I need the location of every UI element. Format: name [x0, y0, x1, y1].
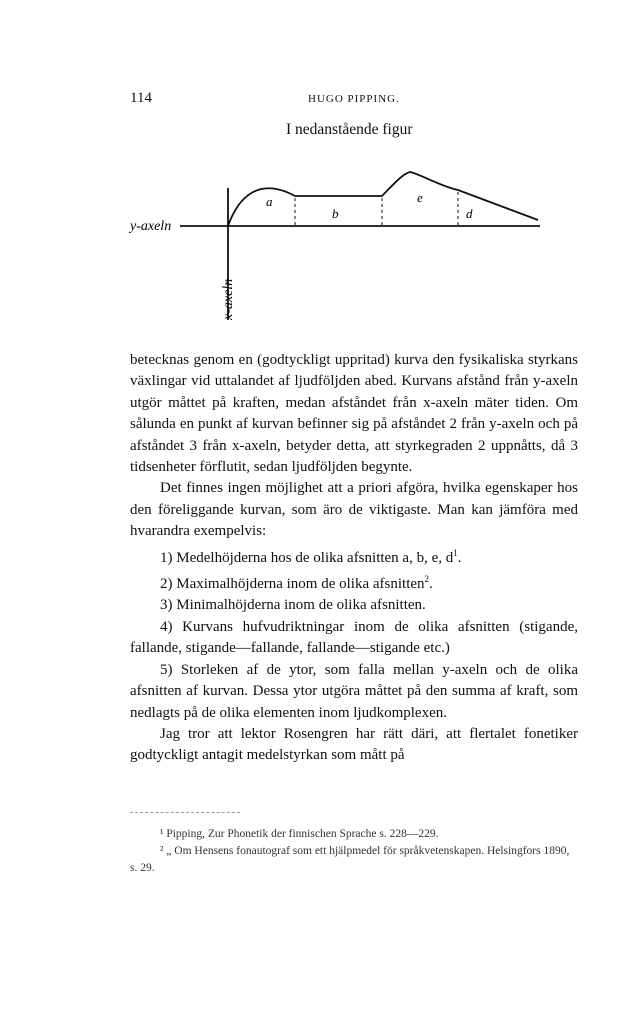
- list-item-2: [130, 569, 578, 595]
- segment-label-d: d: [466, 206, 473, 221]
- paragraph-1: betecknas genom en (godtyckligt uppritad) kurva den fysikaliska styrkans växlingar vid uttalandet af ljudföljden abed. Kurvans afstånd från y-axeln utgör måttet på kraften, medan afståndet från x-axeln mäter tiden. Om sålunda en punkt af kurvan befinner sig på afståndet 2 från y-axeln och på afståndet 3 från x-axeln, betyder detta, att styrkegraden 2 uppnåtts, då 3 tidsenheter förflutit, sedan ljudföljden begynte.: [130, 352, 578, 476]
- footnote-ref-2: 2: [424, 574, 430, 585]
- list-item-5: 5) Storleken af de ytor, som falla mellan y-axeln och de olika afsnitten af kurvan. Dessa ytor utgöra måttet på den summa af kraft, som nedlagts på de olika elementen inom ljudkomplexen.: [130, 661, 578, 721]
- list-item-1-end: .: [457, 549, 462, 566]
- page-number: 114: [130, 90, 152, 106]
- intro-line: I nedanstående figur: [286, 121, 413, 138]
- paragraph-2: Det finnes ingen möjlighet att a priori afgöra, hvilka egenskaper hos den föreliggande kurvan, som äro de viktigaste. Man kan jämföra med hvarandra exempelvis:: [130, 480, 578, 540]
- paragraph-3: Jag tror att lektor Rosengren har rätt däri, att flertalet fonetiker godtyckligt antagit medelstyrkan som mått på: [130, 725, 578, 764]
- segment-label-a: a: [266, 194, 273, 209]
- list-item-3: 3) Minimalhöjderna inom de olika afsnitten.: [160, 597, 426, 614]
- segment-label-b: b: [332, 206, 339, 221]
- footnotes: [130, 826, 578, 877]
- intensity-curve: [228, 172, 538, 226]
- list-item-2-text: 2) Maximalhöjderna inom de olika afsnitten: [160, 576, 425, 593]
- running-head: HUGO PIPPING.: [308, 93, 400, 105]
- segment-label-e: e: [417, 190, 423, 205]
- footnote-2: ² „ Om Hensens fonautograf som ett hjälpmedel för språkvetenskapen. Helsingfors 1890, s. 29.: [130, 845, 570, 874]
- body-text: [130, 350, 578, 767]
- y-axis-label: y-axeln: [130, 219, 172, 234]
- list-item-4: 4) Kurvans hufvudriktningar inom de olika afsnitten (stigande, fallande, stigande—fallande, fallande—stigande etc.): [130, 618, 578, 657]
- list-item-2-end: .: [429, 576, 433, 593]
- footnote-divider: [130, 812, 240, 813]
- list-item-1: [130, 543, 578, 569]
- x-axis-label: x-axeln: [221, 278, 236, 320]
- list-item-1-text: 1) Medelhöjderna hos de olika afsnitten a, b, e, d: [160, 549, 454, 566]
- page-header: [130, 90, 580, 110]
- footnote-ref-1: 1: [453, 547, 458, 558]
- curve-figure: [120, 168, 540, 328]
- footnote-1: ¹ Pipping, Zur Phonetik der finnischen Sprache s. 228—229.: [160, 828, 439, 840]
